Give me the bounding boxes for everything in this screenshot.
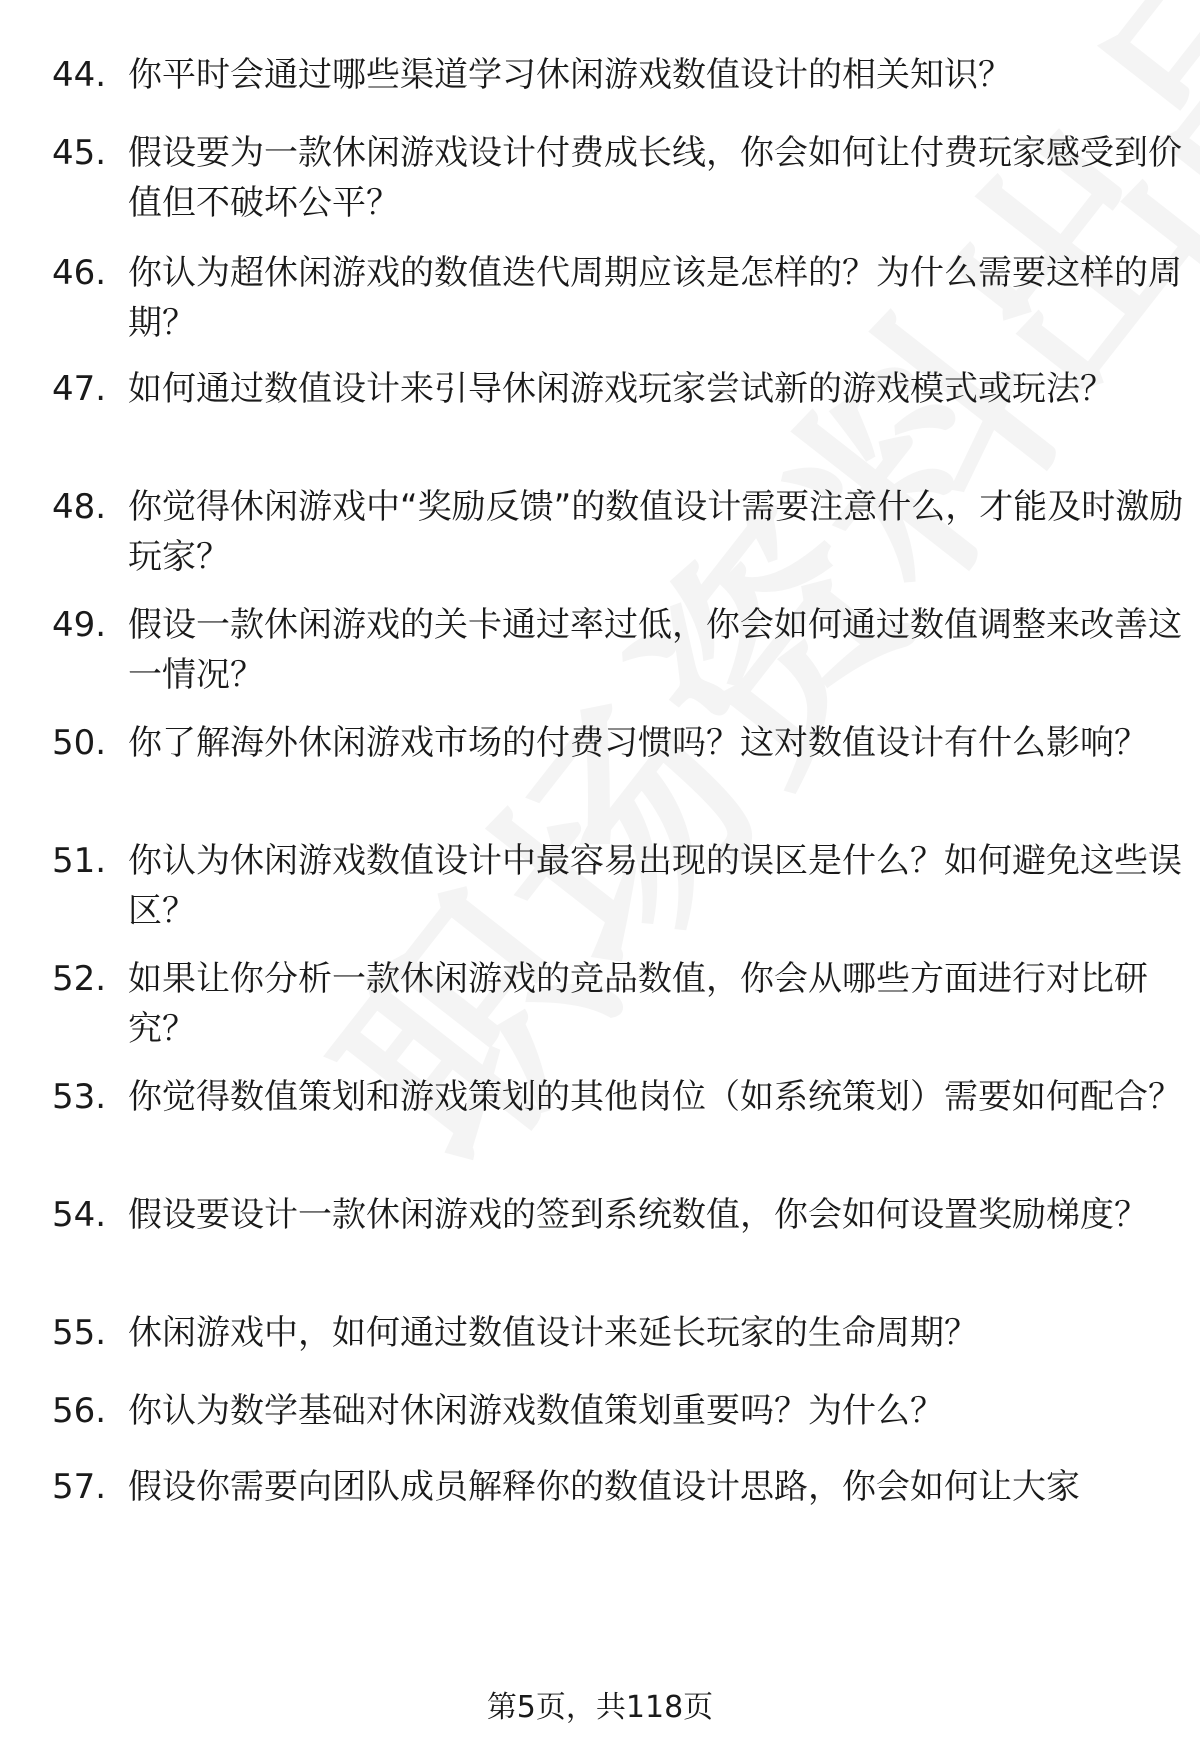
question-text: 假设要为一款休闲游戏设计付费成长线，你会如何让付费玩家感受到价值但不破坏公平？ — [128, 133, 1182, 223]
question-item — [52, 718, 1152, 768]
question-item — [52, 1386, 1152, 1436]
question-text: 你平时会通过哪些渠道学习休闲游戏数值设计的相关知识？ — [128, 55, 1012, 95]
question-number: 46. — [52, 253, 107, 293]
question-number: 48. — [52, 487, 107, 527]
question-number: 47. — [52, 369, 107, 409]
question-text: 假设要设计一款休闲游戏的签到系统数值，你会如何设置奖励梯度？ — [128, 1195, 1148, 1235]
question-text: 如果让你分析一款休闲游戏的竞品数值，你会从哪些方面进行对比研究？ — [128, 959, 1148, 1049]
question-number: 49. — [52, 605, 107, 645]
question-number: 55. — [52, 1313, 107, 1353]
question-text: 你认为超休闲游戏的数值迭代周期应该是怎样的？为什么需要这样的周期？ — [128, 253, 1182, 343]
question-text: 假设一款休闲游戏的关卡通过率过低，你会如何通过数值调整来改善这一情况？ — [128, 605, 1182, 695]
question-number: 51. — [52, 841, 107, 881]
question-item — [52, 1462, 1152, 1512]
question-text: 休闲游戏中，如何通过数值设计来延长玩家的生命周期？ — [128, 1313, 978, 1353]
question-number: 44. — [52, 55, 107, 95]
question-text: 你认为数学基础对休闲游戏数值策划重要吗？为什么？ — [128, 1391, 944, 1431]
question-number: 56. — [52, 1391, 107, 1431]
question-number: 53. — [52, 1077, 107, 1117]
question-item — [52, 600, 1182, 700]
question-item — [52, 954, 1152, 1054]
question-item — [52, 248, 1182, 348]
question-text: 你觉得数值策划和游戏策划的其他岗位（如系统策划）需要如何配合？ — [128, 1077, 1182, 1117]
question-item — [52, 50, 1152, 100]
question-number: 52. — [52, 959, 107, 999]
page-footer: 第5页，共118页 — [486, 1690, 714, 1725]
question-item — [52, 364, 1152, 414]
question-number: 45. — [52, 133, 107, 173]
question-item — [52, 1072, 1182, 1122]
question-number: 57. — [52, 1467, 107, 1507]
question-item — [52, 1308, 1152, 1358]
question-item — [52, 482, 1184, 582]
question-item — [52, 1190, 1152, 1240]
question-text: 你认为休闲游戏数值设计中最容易出现的误区是什么？如何避免这些误区？ — [128, 841, 1182, 931]
question-item — [52, 836, 1182, 936]
question-text: 假设你需要向团队成员解释你的数值设计思路，你会如何让大家 — [128, 1467, 1080, 1507]
question-number: 50. — [52, 723, 107, 763]
question-text: 你觉得休闲游戏中“奖励反馈”的数值设计需要注意什么，才能及时激励玩家？ — [128, 487, 1184, 577]
question-item — [52, 128, 1182, 228]
question-text: 如何通过数值设计来引导休闲游戏玩家尝试新的游戏模式或玩法？ — [128, 369, 1114, 409]
question-number: 54. — [52, 1195, 107, 1235]
question-text: 你了解海外休闲游戏市场的付费习惯吗？这对数值设计有什么影响？ — [128, 723, 1148, 763]
